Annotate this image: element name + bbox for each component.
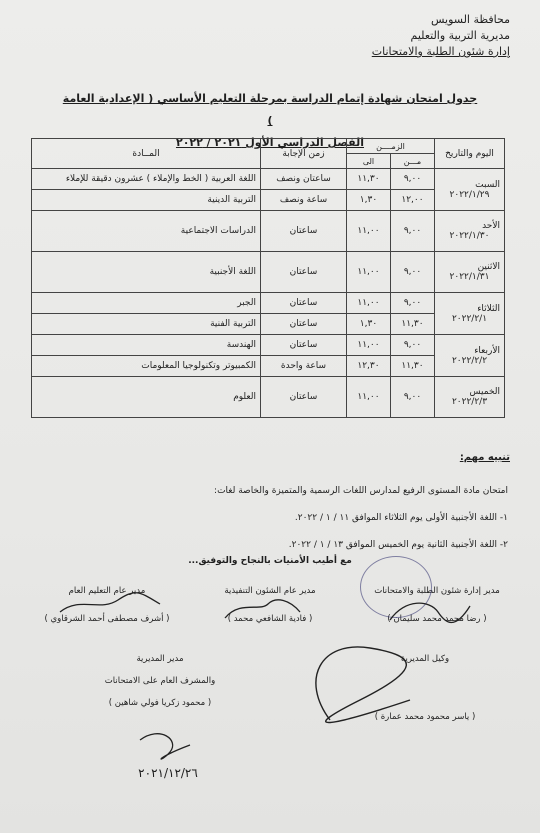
title-line-2: الفصل الدراسي الأول ٢٠٢١ / ٢٠٢٢ (175, 136, 365, 149)
start-time: ٩,٠٠ (391, 377, 435, 418)
signatory-title-2: والمشرف العام على الامتحانات (104, 676, 216, 686)
signatory-name: ( فادية الشافعي محمد ) (227, 614, 313, 624)
subject-name: الدراسات الاجتماعية (32, 211, 261, 252)
signatory-title: مدير عام الشئون التنفيذية (224, 586, 316, 596)
end-time: ١,٣٠ (346, 314, 390, 335)
end-time: ١,٣٠ (346, 190, 390, 211)
header-duration: زمن الإجابة (260, 139, 346, 169)
day-name: الخميس (469, 387, 500, 397)
exam-date: ٢٠٢٢/٢/٢ (451, 355, 488, 366)
header-subject: المــادة (32, 139, 261, 169)
subject-name: الكمبيوتر وتكنولوجيا المعلومات (32, 356, 261, 377)
end-time: ١١,٠٠ (346, 377, 390, 418)
department-name: إدارة شئون الطلبة والامتحانات (371, 45, 510, 58)
day-name: الأربعاء (474, 345, 500, 356)
signatory-name: ( ياسر محمود محمد عمارة ) (374, 712, 476, 722)
answer-duration: ساعتان ونصف (260, 169, 346, 190)
start-time: ٩,٠٠ (391, 335, 435, 356)
day-name: السبت (475, 179, 500, 190)
answer-duration: ساعة واحدة (260, 356, 346, 377)
signatory-title: وكيل المديرية (400, 654, 450, 664)
notice-item-2: ٢- اللغة الأجنبية الثانية يوم الخميس الموافق ١٣ / ١ / ٢٠٢٢. (288, 540, 508, 550)
answer-duration: ساعتان (260, 211, 346, 252)
governorate-name: محافظة السويس (430, 13, 510, 26)
signatory-title: مدير المديرية (136, 654, 184, 664)
end-time: ١١,٠٠ (346, 335, 390, 356)
notice-item-1: ١- اللغة الأجنبية الأولى يوم الثلاثاء الموافق ١١ / ١ / ٢٠٢٢. (294, 513, 508, 523)
title-line-1: جدول امتحان شهادة إتمام الدراسة بمرحلة التعليم الأساسي ( الإعدادية العامة ) (62, 92, 478, 127)
handwritten-date: ٢٠٢١/١٢/٢٦ (138, 766, 198, 780)
signatory-title: مدير إدارة شئون الطلبة والامتحانات (374, 586, 500, 596)
start-time: ١٢,٠٠ (391, 190, 435, 211)
exam-date: ٢٠٢٢/٢/١ (451, 313, 488, 324)
start-time: ٩,٠٠ (391, 211, 435, 252)
end-time: ١٢,٣٠ (346, 356, 390, 377)
exam-date: ٢٠٢٢/٢/٣ (451, 397, 488, 407)
start-time: ١١,٣٠ (391, 314, 435, 335)
answer-duration: ساعتان (260, 314, 346, 335)
signatory-title: مدير عام التعليم العام (68, 586, 146, 596)
start-time: ٩,٠٠ (391, 169, 435, 190)
day-name: الأحد (482, 221, 500, 231)
signatory-name: ( أشرف مصطفى أحمد الشرقاوي ) (44, 614, 170, 624)
day-name: الاثنين (477, 262, 500, 272)
subject-name: اللغة الأجنبية (32, 252, 261, 293)
subject-name: التربية الدينية (32, 190, 261, 211)
answer-duration: ساعتان (260, 293, 346, 314)
start-time: ٩,٠٠ (391, 252, 435, 293)
end-time: ١١,٠٠ (346, 252, 390, 293)
header-time: الزمــــن (346, 139, 434, 154)
subject-name: اللغة العربية ( الخط والإملاء ) عشرون دقيقة للإملاء (32, 169, 261, 190)
start-time: ١١,٣٠ (391, 356, 435, 377)
subject-name: العلوم (32, 377, 261, 418)
notice-heading: تنبيه مهم: (459, 452, 510, 463)
closing-wishes: مع أطيب الأمنيات بالنجاح والتوفيق... (188, 556, 352, 566)
header-to: الى (346, 154, 390, 169)
end-time: ١١,٠٠ (346, 211, 390, 252)
answer-duration: ساعتان (260, 335, 346, 356)
header-from: مـــن (391, 154, 435, 169)
exam-date: ٢٠٢٢/١/٣١ (449, 272, 490, 282)
answer-duration: ساعتان (260, 252, 346, 293)
directorate-name: مديرية التربية والتعليم (410, 29, 510, 42)
answer-duration: ساعة ونصف (260, 190, 346, 211)
signatory-name: ( محمود زكريا فولي شاهين ) (108, 698, 212, 708)
exam-date: ٢٠٢٢/١/٣٠ (449, 231, 490, 241)
subject-name: الجبر (32, 293, 261, 314)
notice-intro: امتحان مادة المستوى الرفيع لمدارس اللغات الرسمية والمتميزة والخاصة لغات: (214, 486, 508, 496)
start-time: ٩,٠٠ (391, 293, 435, 314)
answer-duration: ساعتان (260, 377, 346, 418)
subject-name: التربية الفنية (32, 314, 261, 335)
end-time: ١١,٠٠ (346, 293, 390, 314)
subject-name: الهندسة (32, 335, 261, 356)
header-day-date: اليوم والتاريخ (435, 139, 505, 169)
day-name: الثلاثاء (477, 303, 500, 314)
signatory-name: ( رضا محمد محمد سليمان ) (387, 614, 487, 624)
end-time: ١١,٣٠ (346, 169, 390, 190)
exam-date: ٢٠٢٢/١/٢٩ (449, 189, 490, 200)
